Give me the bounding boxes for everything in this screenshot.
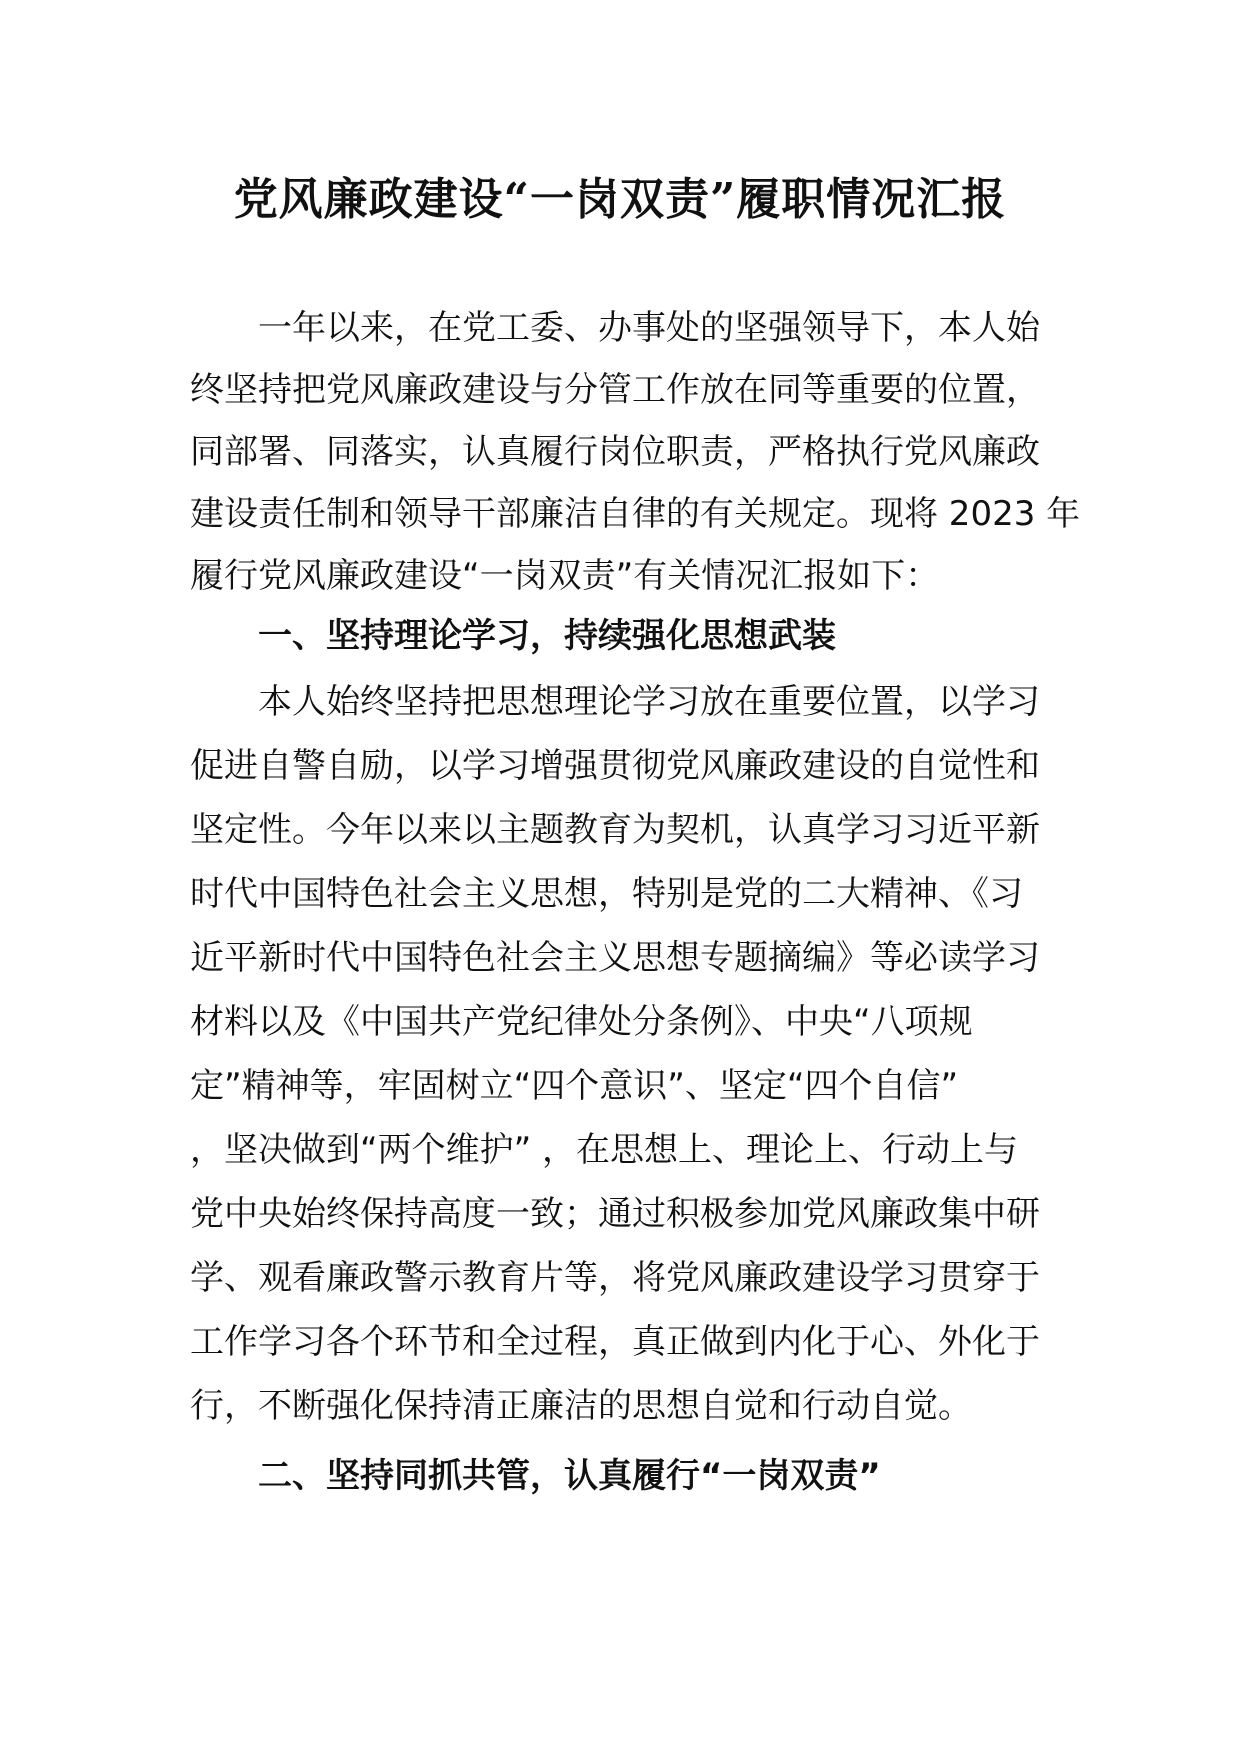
- paragraph-line: 材料以及《中国共产党纪律处分条例》、中央“八项规: [190, 1002, 973, 1042]
- paragraph-line: 坚定性。今年以来以主题教育为契机，认真学习习近平新: [190, 810, 1040, 850]
- paragraph-line: 时代中国特色社会主义思想，特别是党的二大精神、《习: [190, 874, 1023, 914]
- paragraph-line: 行，不断强化保持清正廉洁的思想自觉和行动自觉。: [190, 1386, 972, 1426]
- section-heading-1: 一、坚持理论学习，持续强化思想武装: [258, 616, 836, 656]
- paragraph-line: ，坚决做到“两个维护” ，在思想上、理论上、行动上与: [190, 1130, 1019, 1170]
- paragraph-line: 近平新时代中国特色社会主义思想专题摘编》等必读学习: [190, 938, 1040, 978]
- paragraph-line: 定”精神等，牢固树立“四个意识”、坚定“四个自信”: [190, 1066, 959, 1106]
- section-heading-2: 二、坚持同抓共管，认真履行“一岗双责”: [258, 1456, 881, 1496]
- paragraph-line: 履行党风廉政建设“一岗双责”有关情况汇报如下：: [190, 556, 940, 596]
- paragraph-line: 同部署、同落实，认真履行岗位职责，严格执行党风廉政: [190, 432, 1040, 472]
- paragraph-line: 促进自警自励，以学习增强贯彻党风廉政建设的自觉性和: [190, 746, 1040, 786]
- paragraph-line: 终坚持把党风廉政建设与分管工作放在同等重要的位置，: [190, 370, 1040, 410]
- document-title: 党风廉政建设“一岗双责”履职情况汇报: [233, 174, 1007, 225]
- paragraph-line: 建设责任制和领导干部廉洁自律的有关规定。现将 2023 年: [190, 494, 1081, 534]
- paragraph-line: 本人始终坚持把思想理论学习放在重要位置，以学习: [258, 682, 1040, 722]
- paragraph-line: 党中央始终保持高度一致；通过积极参加党风廉政集中研: [190, 1194, 1040, 1234]
- paragraph-line: 一年以来，在党工委、办事处的坚强领导下，本人始: [258, 308, 1040, 348]
- paragraph-line: 工作学习各个环节和全过程，真正做到内化于心、外化于: [190, 1322, 1040, 1362]
- paragraph-line: 学、观看廉政警示教育片等，将党风廉政建设学习贯穿于: [190, 1258, 1040, 1298]
